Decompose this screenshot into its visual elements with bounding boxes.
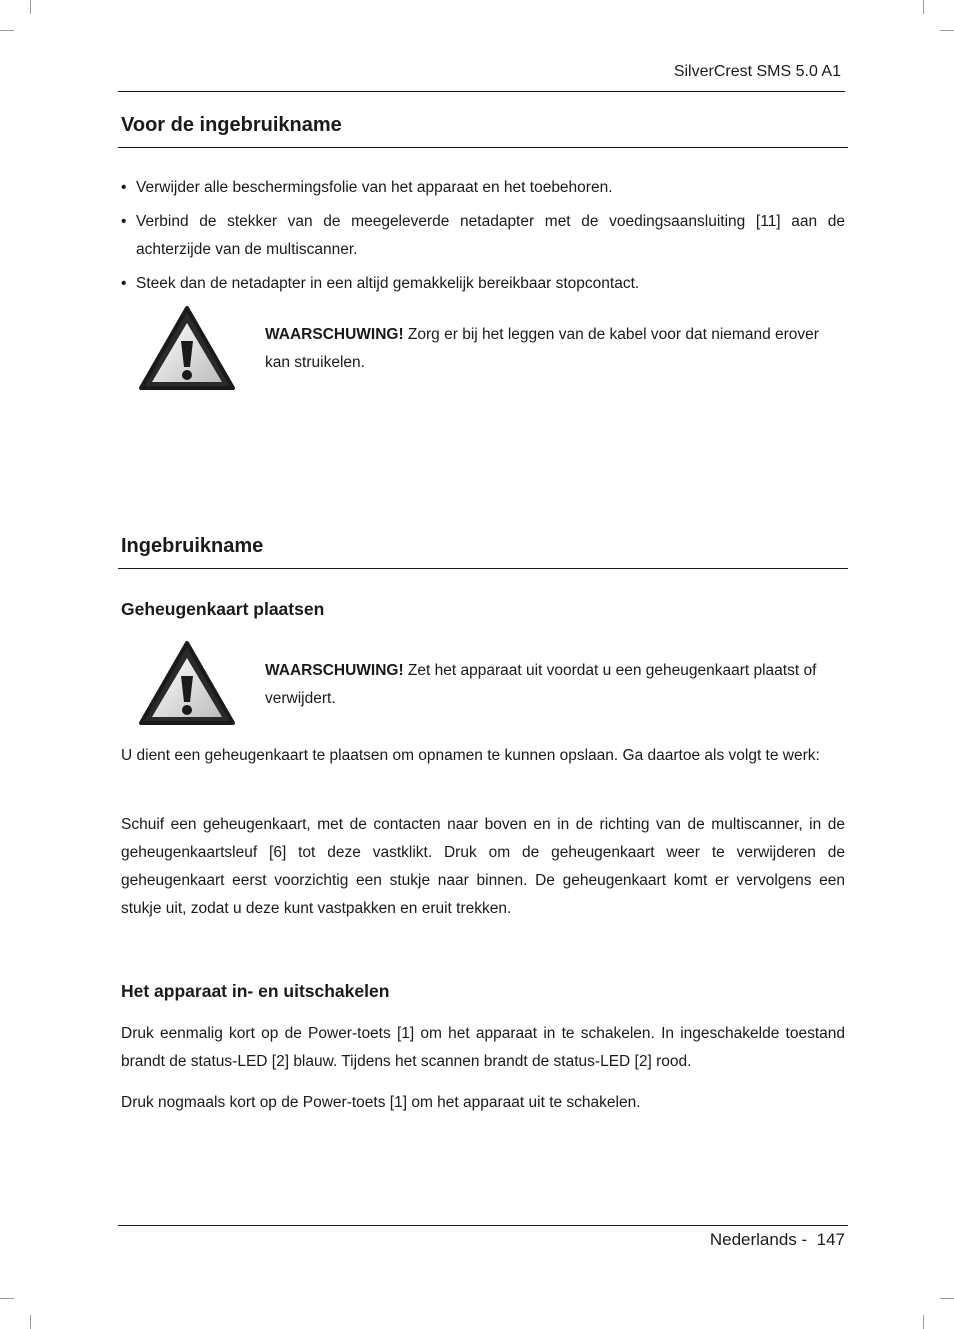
- section-title-before-use: Voor de ingebruikname: [121, 114, 342, 136]
- crop-mark: [30, 0, 31, 14]
- bullet-icon: •: [121, 275, 127, 292]
- crop-mark: [940, 1298, 954, 1299]
- paragraph: Schuif een geheugenkaart, met de contacten naar boven en in de richting van de multiscanner, in de geheugenkaartsleuf [6] tot deze vastklikt. Druk om de geheugenkaart weer te verwijderen de geheugenkaart eerst voorzichtig een stukje naar binnen. De geheugenkaart komt er vervolgens een stukje uit, zodat u deze kunt vastpakken en eruit trekken.: [121, 816, 845, 917]
- crop-mark: [30, 1315, 31, 1329]
- list-item: • Verbind de stekker van de meegeleverde netadapter met de voedingsaansluiting [11] aan de achterzijde van de multiscanner.: [121, 208, 845, 264]
- warning-triangle-icon: [138, 305, 236, 391]
- warning-triangle-icon: [138, 640, 236, 726]
- crop-mark: [0, 30, 14, 31]
- list-item: • Verwijder alle beschermingsfolie van het apparaat en het toebehoren.: [121, 174, 845, 202]
- header-rule: [118, 91, 845, 92]
- paragraph: Druk eenmalig kort op de Power-toets [1] om het apparaat in te schakelen. In ingeschakelde toestand brandt de status-LED [2] blauw. Tijdens het scannen brandt de status-LED [2] rood.: [121, 1025, 845, 1070]
- footer-language: Nederlands -: [709, 1230, 808, 1249]
- bullet-icon: •: [121, 213, 127, 230]
- crop-mark: [940, 30, 954, 31]
- section-rule: [118, 568, 848, 569]
- paragraph: Druk nogmaals kort op de Power-toets [1] om het apparaat uit te schakelen.: [121, 1094, 641, 1111]
- warning-text: WAARSCHUWING! Zorg er bij het leggen van de kabel voor dat niemand erover kan struikelen.: [265, 326, 819, 371]
- crop-mark: [923, 0, 924, 14]
- list-item: • Steek dan de netadapter in een altijd gemakkelijk bereikbaar stopcontact.: [121, 270, 845, 298]
- page-number: 147: [816, 1230, 845, 1249]
- footer-rule: [118, 1225, 848, 1226]
- warning-label: WAARSCHUWING!: [265, 662, 404, 679]
- page-footer: [710, 1230, 845, 1250]
- paragraph: U dient een geheugenkaart te plaatsen om opnamen te kunnen opslaan. Ga daartoe als volgt te werk:: [121, 747, 820, 764]
- section-title-use: Ingebruikname: [121, 535, 264, 557]
- crop-mark: [0, 1298, 14, 1299]
- warning-label: WAARSCHUWING!: [265, 326, 404, 343]
- subsection-title-power: Het apparaat in- en uitschakelen: [121, 981, 390, 1001]
- running-header: SilverCrest SMS 5.0 A1: [673, 63, 841, 80]
- bullet-list: [121, 174, 845, 304]
- crop-mark: [923, 1315, 924, 1329]
- bullet-icon: •: [121, 179, 127, 196]
- subsection-title-memory-card: Geheugenkaart plaatsen: [121, 599, 325, 619]
- section-rule: [118, 147, 848, 148]
- warning-text: WAARSCHUWING! Zet het apparaat uit voordat u een geheugenkaart plaatst of verwijdert.: [265, 662, 817, 707]
